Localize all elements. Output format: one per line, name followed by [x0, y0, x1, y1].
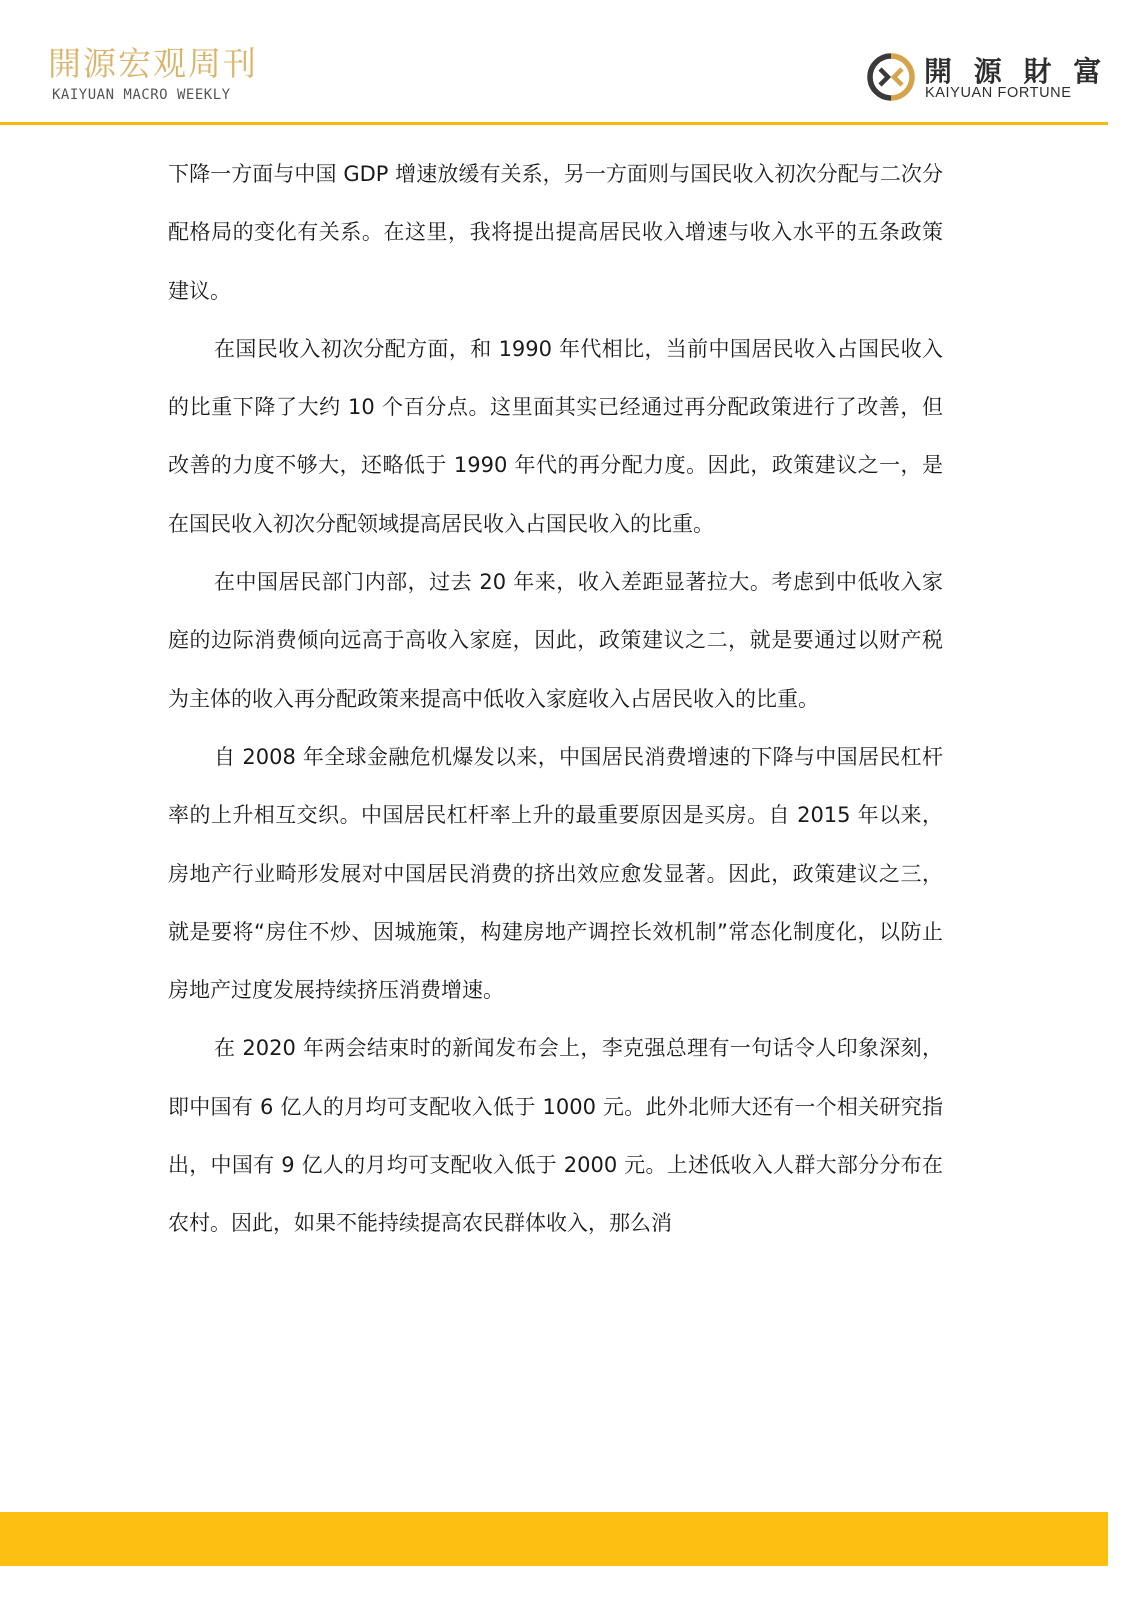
article-body [168, 145, 943, 1253]
brand-name-cn: 開 源 財 富 [924, 55, 1108, 88]
paragraph: 在中国居民部门内部，过去 20 年来，收入差距显著拉大。考虑到中低收入家庭的边际消费倾向远高于高收入家庭，因此，政策建议之二，就是要通过以财产税为主体的收入再分配政策来提高中低收入家庭收入占居民收入的比重。 [168, 570, 943, 711]
brand-name-en: KAIYUAN FORTUNE [925, 85, 1072, 101]
header-divider [0, 122, 1108, 125]
kaiyuan-logo-icon [866, 52, 916, 102]
publication-subtitle: KAIYUAN MACRO WEEKLY [52, 87, 231, 103]
publication-title: 開源宏观周刊 [48, 44, 258, 83]
page-header [0, 0, 1131, 124]
paragraph: 在国民收入初次分配方面，和 1990 年代相比，当前中国居民收入占国民收入的比重下降了大约 10 个百分点。这里面其实已经通过再分配政策进行了改善，但改善的力度不够大，还略低于 1990 年代的再分配力度。因此，政策建议之一，是在国民收入初次分配领域提高居民收入占国民收入的比重。 [168, 336, 943, 536]
paragraph: 在 2020 年两会结束时的新闻发布会上，李克强总理有一句话令人印象深刻，即中国有 6 亿人的月均可支配收入低于 1000 元。此外北师大还有一个相关研究指出，中国有 9 亿人的月均可支配收入低于 2000 元。上述低收入人群大部分分布在农村。因此，如果不能持续提高农民群体收入，那么消 [168, 1036, 943, 1236]
paragraph: 自 2008 年全球金融危机爆发以来，中国居民消费增速的下降与中国居民杠杆率的上升相互交织。中国居民杠杆率上升的最重要原因是买房。自 2015 年以来，房地产行业畸形发展对中国居民消费的挤出效应愈发显著。因此，政策建议之三，就是要将“房住不炒、因城施策，构建房地产调控长效机制”常态化制度化，以防止房地产过度发展持续挤压消费增速。 [168, 744, 943, 1003]
paragraph-continued: 下降一方面与中国 GDP 增速放缓有关系，另一方面则与国民收入初次分配与二次分配格局的变化有关系。在这里，我将提出提高居民收入增速与收入水平的五条政策建议。 [168, 162, 943, 303]
footer-bar [0, 1512, 1108, 1566]
brand-block [866, 50, 1108, 106]
